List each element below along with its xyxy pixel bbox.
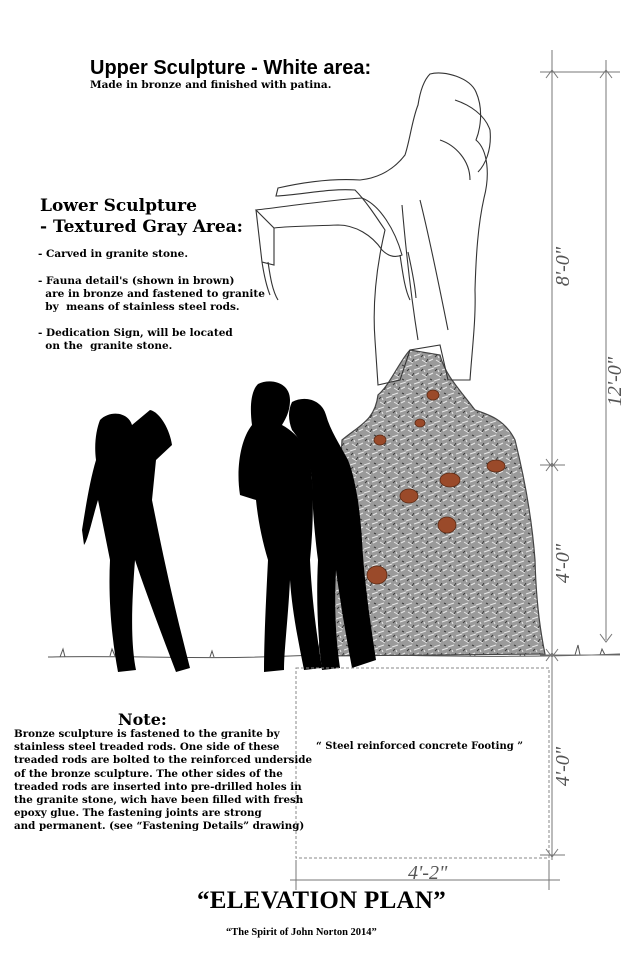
upper-sculpture-heading: Upper Sculpture - White area: <box>90 57 372 79</box>
dimension-total-label: 12'-0" <box>604 356 627 407</box>
dimension-lower-label: 4'-0" <box>552 543 575 584</box>
lower-bullet-granite: - Carved in granite stone. <box>38 248 188 260</box>
drawing-title: “ELEVATION PLAN” <box>197 887 447 914</box>
drawing-subtitle: “The Spirit of John Norton 2014” <box>226 927 377 938</box>
dimension-footing-depth-label: 4'-0" <box>552 746 575 787</box>
lower-bullet-fauna: - Fauna detail's (shown in brown) are in bronze and fastened to granite by means of stainless steel rods. <box>38 275 265 313</box>
upper-sculpture-description: Made in bronze and finished with patina. <box>90 79 332 91</box>
people-silhouettes <box>82 381 376 672</box>
lower-bullet-dedication-sign: - Dedication Sign, will be located on the granite stone. <box>38 327 233 352</box>
dimension-upper-label: 8'-0" <box>552 246 575 287</box>
footing-label: “ Steel reinforced concrete Footing ” <box>316 741 523 752</box>
bronze-figure-outline <box>256 73 490 385</box>
lower-sculpture-heading-line1: Lower Sculpture <box>40 196 197 216</box>
note-body: Bronze sculpture is fastened to the granite by stainless steel treaded rods. One side of these treaded rods are bolted to the reinforced underside of the bronze sculpture. The other sides of the treaded rods are inserted into pre-drilled holes in the granite stone, wich have been filled with fresh epoxy glue. The fastening joints are strong and permanent. (see “Fastening Details” drawing) <box>14 728 313 833</box>
dimension-footing-width-label: 4'-2" <box>408 862 448 884</box>
note-title: Note: <box>118 710 167 729</box>
concrete-footing <box>296 668 549 858</box>
lower-sculpture-heading-line2: - Textured Gray Area: <box>40 217 243 237</box>
